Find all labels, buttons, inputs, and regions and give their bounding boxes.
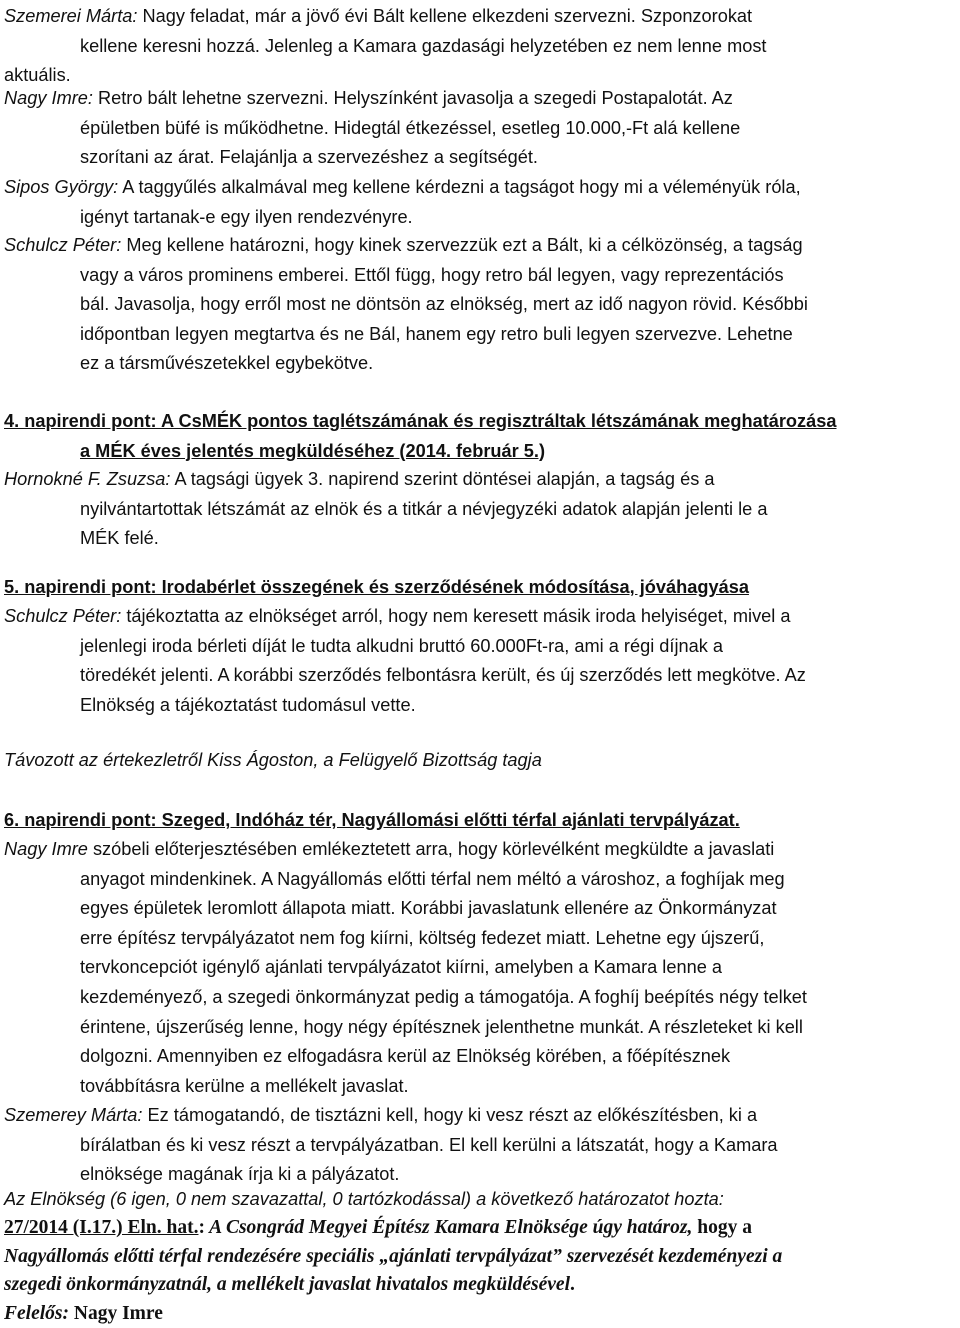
- speaker-name: Szemerey Márta:: [4, 1105, 142, 1125]
- speaker-name: Nagy Imre: [4, 839, 88, 859]
- departure-note: Távozott az értekezletről Kiss Ágoston, a Felügyelő Bizottság tagja: [4, 746, 956, 776]
- speaker-name: Hornokné F. Zsuzsa:: [4, 469, 170, 489]
- vote-summary: Az Elnökség (6 igen, 0 nem szavazattal, 0 tartózkodással) a következő határozatot hozta:: [4, 1185, 956, 1215]
- paragraph-nagy-imre: Nagy Imre: Retro bált lehetne szervezni. Helyszínként javasolja a szegedi Postapalotát. Az épületben büfé is működhetne. Hidegtál étkezéssel, esetleg 10.000,-Ft alá kellene szorítani az árat. Felajánlja a szervezéshez a segítségét.: [4, 84, 956, 173]
- speaker-name: Schulcz Péter:: [4, 235, 121, 255]
- speaker-name: Nagy Imre:: [4, 88, 93, 108]
- paragraph-szemerey: Szemerey Márta: Ez támogatandó, de tisztázni kell, hogy ki vesz részt az előkészítésben, ki a bírálatban és ki vesz részt a tervpályázatban. El kell kerülni a látszatát, hogy a Kamara elnöksége magának írja ki a pályázatot.: [4, 1101, 956, 1190]
- speaker-name: Szemerei Márta:: [4, 6, 137, 26]
- agenda-heading-4: 4. napirendi pont: A CsMÉK pontos taglétszámának és regisztráltak létszámának meghatározása a MÉK éves jelentés megküldéséhez (2014. február 5.): [4, 407, 956, 466]
- paragraph-sipos: Sipos György: A taggyűlés alkalmával meg kellene kérdezni a tagságot hogy mi a véleményük róla, igényt tartanak-e egy ilyen rendezvényre.: [4, 173, 956, 232]
- responsible-line: Felelős: Nagy Imre: [4, 1300, 956, 1328]
- speaker-name: Schulcz Péter:: [4, 606, 121, 626]
- resolution-number: 27/2014 (I.17.) Eln. hat.: [4, 1217, 198, 1238]
- speaker-name: Sipos György:: [4, 177, 118, 197]
- paragraph-hornokne: Hornokné F. Zsuzsa: A tagsági ügyek 3. napirend szerint döntései alapján, a tagság és a nyilvántartottak létszámát az elnök és a titkár a névjegyzéki adatok alapján jelenti le a MÉK felé.: [4, 465, 956, 554]
- paragraph-nagy-imre-2: Nagy Imre szóbeli előterjesztésében emlékeztetett arra, hogy körlevélként megküldte a javaslati anyagot mindenkinek. A Nagyállomás előtti térfal nem méltó a városhoz, a foghíjak meg egyes épületek leromlott állapota miatt. Korábbi javaslatunk ellenére az Önkormányzat erre építész tervpályázatot nem fog kiírni, költség fedezet miatt. Lehetne egy újszerű, tervkoncepciót igénylő ajánlati tervpályázatot kiírni, amelyben a Kamara lenne a kezdeményező, a szegedi önkormányzat pedig a támogatója. A foghíj beépítés négy telket érintene, újszerűség lenne, hogy négy építésznek jelenthetne munkát. A részleteket ki kell dolgozni. Amennyiben ez elfogadásra kerül az Elnökség körében, a főépítésznek továbbításra kerülne a mellékelt javaslat.: [4, 835, 956, 1101]
- resolution: 27/2014 (I.17.) Eln. hat.: A Csongrád Megyei Építész Kamara Elnöksége úgy határoz, hogy a Nagyállomás előtti térfal rendezésére speciális „ajánlati tervpályázat” szervezését kezdeményezi a szegedi önkormányzatnál, a mellékelt javaslat hivatalos megküldésével. Felelős: Nagy Imre: [4, 1214, 956, 1328]
- paragraph-szemerei: Szemerei Márta: Nagy feladat, már a jövő évi Bált kellene elkezdeni szervezni. Szponzorokat kellene keresni hozzá. Jelenleg a Kamara gazdasági helyzetében ez nem lenne most aktuális.: [4, 2, 956, 91]
- paragraph-schulcz-2: Schulcz Péter: tájékoztatta az elnökséget arról, hogy nem keresett másik iroda helyiséget, mivel a jelenlegi iroda bérleti díját le tudta alkudni bruttó 60.000Ft-ra, ami a régi díjnak a töredékét jelenti. A korábbi szerződés felbontásra került, és új szerződés lett megkötve. Az Elnökség a tájékoztatást tudomásul vette.: [4, 602, 956, 720]
- paragraph-schulcz-1: Schulcz Péter: Meg kellene határozni, hogy kinek szervezzük ezt a Bált, ki a célközönség, a tagság vagy a város prominens emberei. Ettől függ, hogy retro bál legyen, vagy reprezentációs bál. Javasolja, hogy erről most ne döntsön az elnökség, mert az idő nagyon rövid. Későbbi időpontban legyen megtartva és ne Bál, hanem egy retro buli legyen szervezve. Lehetne ez a társművészetekkel egybekötve.: [4, 231, 956, 379]
- agenda-heading-6: 6. napirendi pont: Szeged, Indóház tér, Nagyállomási előtti térfal ajánlati tervpályázat.: [4, 806, 956, 836]
- agenda-heading-5: 5. napirendi pont: Irodabérlet összegének és szerződésének módosítása, jóváhagyása: [4, 573, 956, 603]
